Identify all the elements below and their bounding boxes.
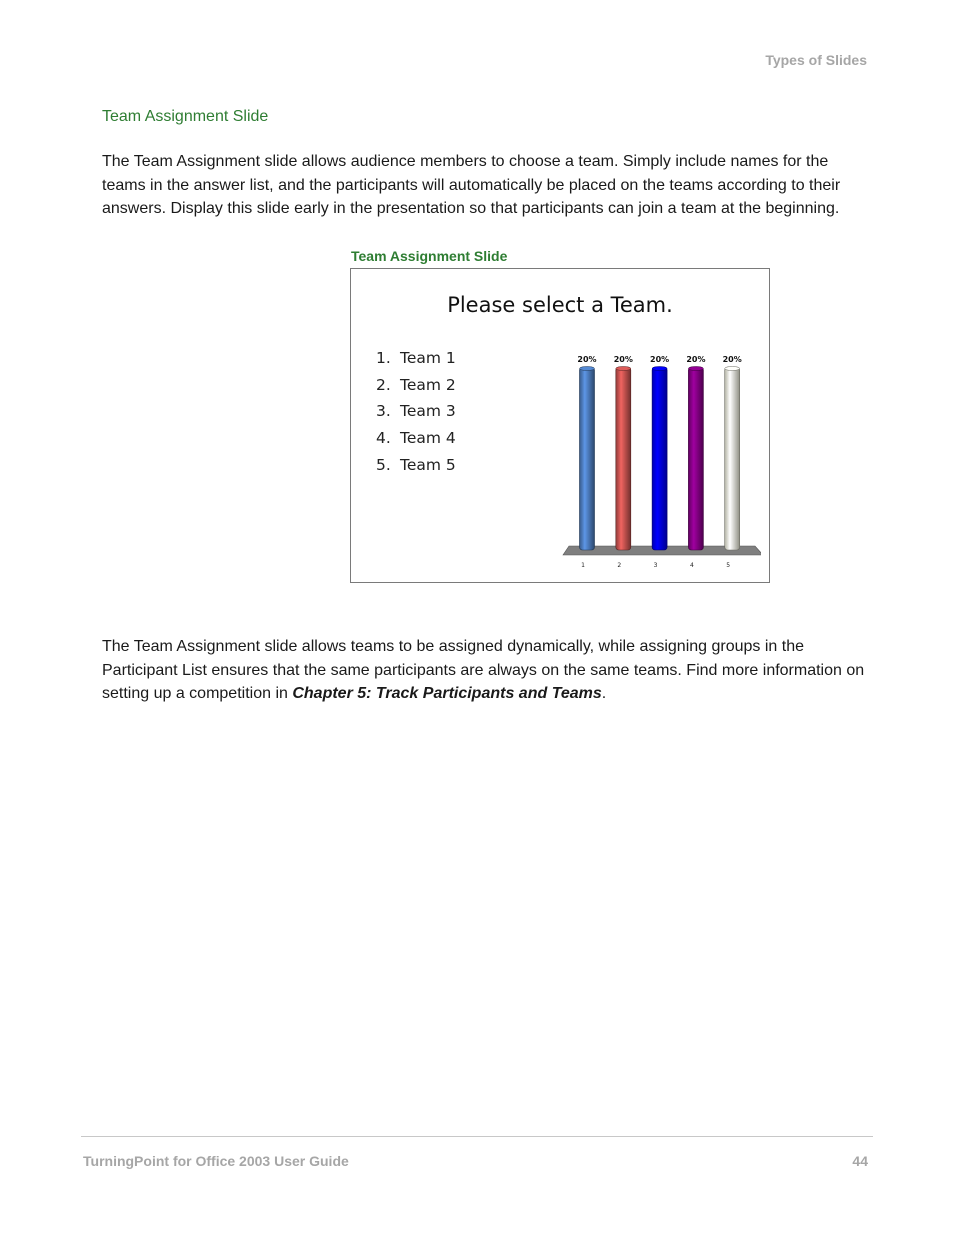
answer-label: Team 5	[400, 455, 456, 474]
chart-bar-cap	[652, 367, 667, 371]
answer-item	[376, 398, 456, 425]
chart-bar-cap	[580, 367, 595, 371]
chart-bar	[652, 367, 667, 550]
chart-bar	[580, 367, 595, 550]
answer-number: 3.	[376, 402, 391, 421]
chart-x-tick-label: 5	[726, 562, 731, 569]
footer-divider	[81, 1136, 873, 1137]
answer-number: 1.	[376, 349, 391, 367]
answer-label: Team 4	[400, 429, 456, 448]
figure-caption: Team Assignment Slide	[351, 248, 508, 264]
chart-bar-cap	[688, 367, 703, 371]
chart-data-label: 20%	[686, 355, 706, 364]
chart-bar	[725, 367, 740, 550]
running-header: Types of Slides	[765, 52, 867, 68]
answer-number: 2.	[376, 375, 391, 394]
chart-x-tick-label: 2	[617, 562, 622, 569]
answer-label: Team 1	[400, 349, 456, 367]
page-number: 44	[852, 1153, 868, 1169]
answer-label: Team 3	[400, 402, 456, 421]
answer-item	[376, 372, 456, 399]
slide-title: Please select a Team.	[447, 293, 673, 317]
answer-item	[376, 425, 456, 452]
chart-x-tick-label: 4	[689, 562, 694, 569]
chart-bar-cap	[725, 367, 740, 371]
results-bar-chart	[551, 339, 761, 574]
chart-data-label: 20%	[613, 355, 633, 364]
chart-data-label: 20%	[650, 355, 670, 364]
chart-bar-cap	[616, 367, 631, 371]
chapter-reference: Chapter 5: Track Participants and Teams	[292, 685, 602, 702]
chart-x-tick-label: 3	[653, 562, 658, 569]
answer-list	[376, 345, 456, 478]
chart-bar	[616, 367, 631, 550]
closing-text: The Team Assignment slide allows teams to be assigned dynamically, while assigning groups in the Participant List ensures that the same participants are always on the same teams. Find more information on setting up a competition in	[102, 638, 865, 702]
answer-item	[376, 452, 456, 479]
slide-preview	[350, 268, 770, 583]
section-heading: Team Assignment Slide	[102, 108, 269, 125]
answer-item	[376, 345, 456, 372]
chart-x-tick-label: 1	[581, 562, 585, 569]
answer-number: 4.	[376, 429, 391, 448]
answer-label: Team 2	[400, 375, 456, 394]
chart-data-label: 20%	[722, 355, 742, 364]
closing-period: .	[601, 685, 607, 702]
answer-number: 5.	[376, 455, 391, 474]
chart-data-label: 20%	[577, 355, 597, 364]
intro-paragraph: The Team Assignment slide allows audience members to choose a team. Simply include names for the teams in the answer list, and the participants will automatically be placed on the teams according to their answers. Display this slide early in the presentation so that participants can join a team at the beginning.	[102, 153, 841, 217]
chart-bar	[688, 367, 703, 550]
footer-guide-title: TurningPoint for Office 2003 User Guide	[83, 1153, 349, 1169]
closing-paragraph	[102, 635, 872, 706]
